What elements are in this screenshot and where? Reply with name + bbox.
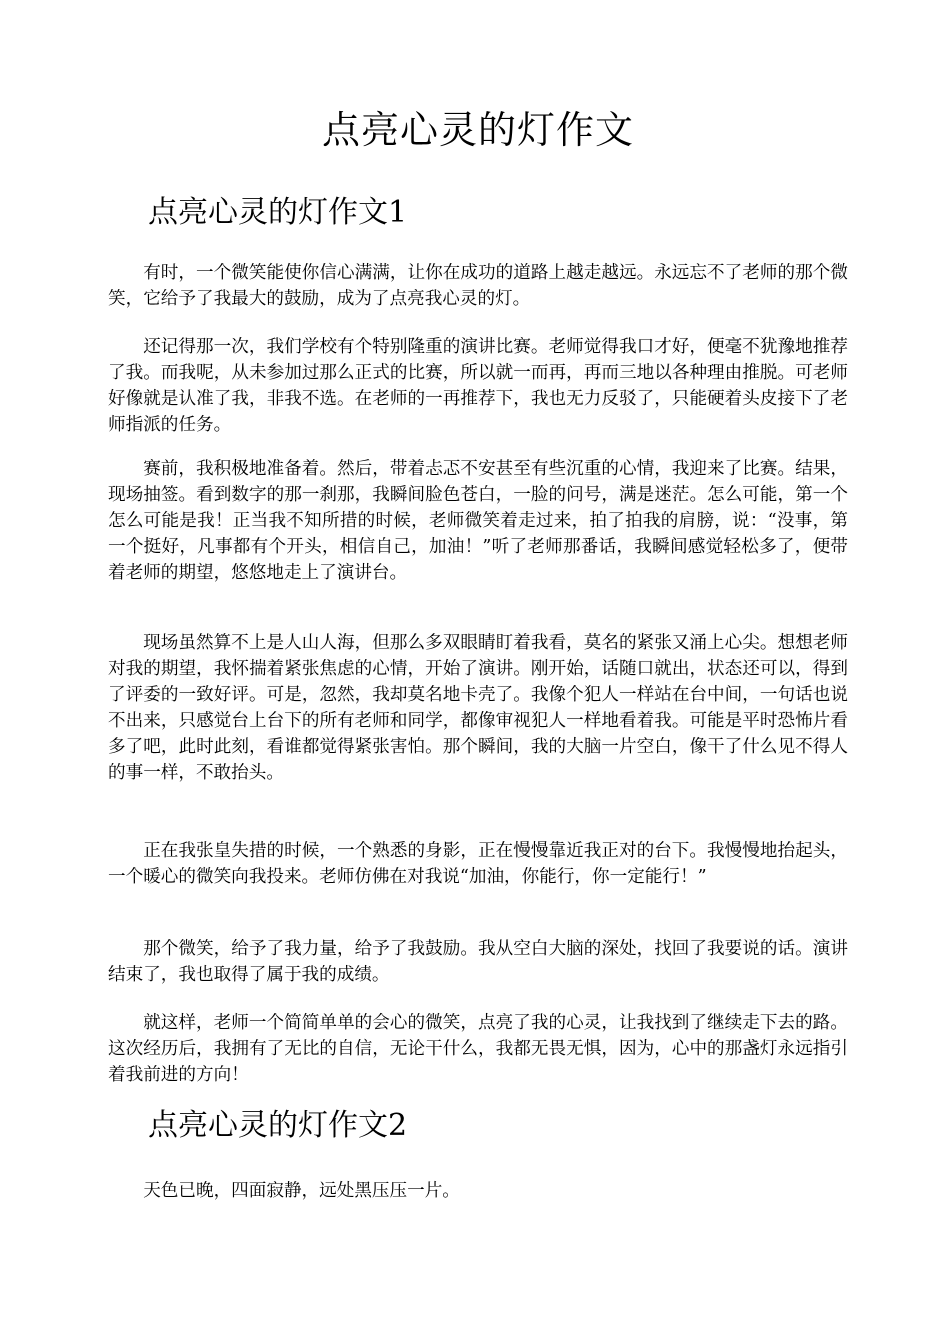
section-heading-2: 点亮心灵的灯作文2 (148, 1108, 408, 1143)
paragraph: 那个微笑，给予了我力量，给予了我鼓励。我从空白大脑的深处，找回了我要说的话。演讲结束了，我也取得了属于我的成绩。 (108, 939, 848, 985)
paragraph: 还记得那一次，我们学校有个特别隆重的演讲比赛。老师觉得我口才好，便毫不犹豫地推荐了我。而我呢，从未参加过那么正式的比赛，所以就一而再，再而三地以各种理由推脱。可老师好像就是认准了我，非我不选。在老师的一再推荐下，我也无力反驳了，只能硬着头皮接下了老师指派的任务。 (108, 337, 848, 435)
paragraph: 有时，一个微笑能使你信心满满，让你在成功的道路上越走越远。永远忘不了老师的那个微笑，它给予了我最大的鼓励，成为了点亮我心灵的灯。 (108, 263, 848, 309)
section-heading-1: 点亮心灵的灯作文1 (148, 195, 408, 230)
page-title: 点亮心灵的灯作文 (321, 108, 634, 152)
paragraph: 赛前，我积极地准备着。然后，带着忐忑不安甚至有些沉重的心情，我迎来了比赛。结果，现场抽签。看到数字的那一刹那，我瞬间脸色苍白，一脸的问号，满是迷茫。怎么可能，第一个怎么可能是我！正当我不知所措的时候，老师微笑着走过来，拍了拍我的肩膀，说：“没事，第一个挺好，凡事都有个开头，相信自己，加油！”听了老师那番话，我瞬间感觉轻松多了，便带着老师的期望，悠悠地走上了演讲台。 (108, 459, 848, 583)
paragraph: 正在我张皇失措的时候，一个熟悉的身影，正在慢慢靠近我正对的台下。我慢慢地抬起头，一个暖心的微笑向我投来。老师仿佛在对我说“加油，你能行，你一定能行！” (108, 841, 848, 887)
paragraph: 现场虽然算不上是人山人海，但那么多双眼睛盯着我看，莫名的紧张又涌上心尖。想想老师对我的期望，我怀揣着紧张焦虑的心情，开始了演讲。刚开始，话随口就出，状态还可以，得到了评委的一致好评。可是，忽然，我却莫名地卡壳了。我像个犯人一样站在台中间，一句话也说不出来，只感觉台上台下的所有老师和同学，都像审视犯人一样地看着我。可能是平时恐怖片看多了吧，此时此刻，看谁都觉得紧张害怕。那个瞬间，我的大脑一片空白，像干了什么见不得人的事一样，不敢抬头。 (108, 633, 848, 783)
paragraph: 就这样，老师一个简简单单的会心的微笑，点亮了我的心灵，让我找到了继续走下去的路。这次经历后，我拥有了无比的自信，无论干什么，我都无畏无惧，因为，心中的那盏灯永远指引着我前进的方向！ (108, 1013, 848, 1085)
paragraph: 天色已晚，四面寂静，远处黑压压一片。 (143, 1181, 460, 1201)
